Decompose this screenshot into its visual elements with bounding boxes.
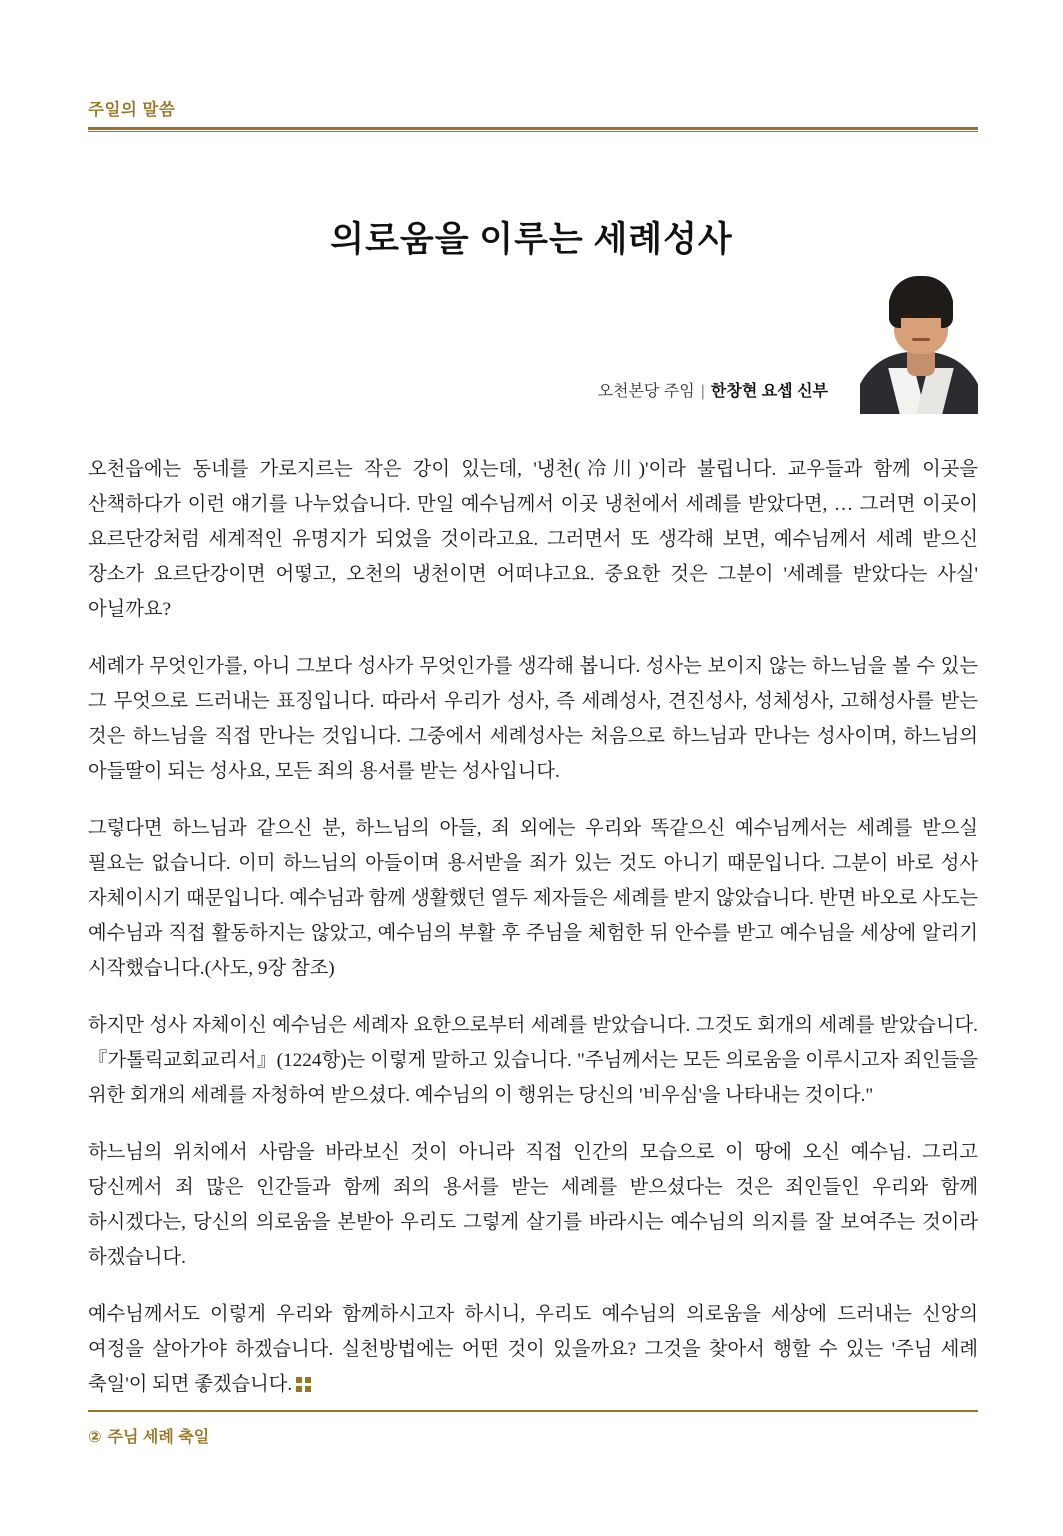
footer-feast-label: 주님 세례 축일 (107, 1429, 210, 1446)
byline-name: 한창현 요셉 신부 (710, 383, 828, 400)
footer-rule (88, 1410, 978, 1412)
header-rule (88, 127, 978, 130)
portrait-hair-left (889, 294, 901, 328)
portrait-illustration (860, 262, 978, 414)
paragraph: 오천읍에는 동네를 가로지르는 작은 강이 있는데, '냉천(冷川)'이라 불립니다. 교우들과 함께 이곳을 산책하다가 이런 얘기를 나누었습니다. 만일 예수님께서 이곳 냉천에서 세례를 받았다면, … 그러면 이곳이 요르단강처럼 세계적인 유명지가 되었을 것이라고요. 그러면서 또 생각해 보면, 예수님께서 세례 받으신 장소가 요르단강이면 어떻고, 오천의 냉천이면 어떠냐고요. 중요한 것은 그분이 '세례를 받았다는 사실' 아닐까요? (88, 459, 978, 620)
paragraph-text: 예수님께서도 이렇게 우리와 함께하시고자 하시니, 우리도 예수님의 의로움을 세상에 드러내는 신앙의 여정을 살아가야 하겠습니다. 실천방법에는 어떤 것이 있을까요? 그것을 찾아서 행할 수 있는 '주님 세례 축일'이 되면 좋겠습니다. (88, 1304, 978, 1395)
byline (598, 378, 828, 401)
article-title: 의로움을 이루는 세례성사 (330, 220, 733, 259)
end-mark-icon (296, 1377, 311, 1392)
paragraph: 세례가 무엇인가를, 아니 그보다 성사가 무엇인가를 생각해 봅니다. 성사는 보이지 않는 하느님을 볼 수 있는 그 무엇으로 드러내는 표징입니다. 따라서 우리가 성사, 즉 세례성사, 견진성사, 성체성사, 고해성사를 받는 것은 하느님을 직접 만나는 것입니다. 그중에서 세례성사는 처음으로 하느님과 만나는 성사이며, 하느님의 아들딸이 되는 성사요, 모든 죄의 용서를 받는 성사입니다. (88, 656, 978, 782)
portrait-hair-right (941, 294, 953, 328)
author-photo (860, 262, 978, 414)
header-rule-thin (88, 131, 978, 132)
page-number: ② (88, 1429, 102, 1446)
byline-role: 오천본당 주임 (597, 383, 695, 400)
portrait-eye-right (928, 314, 937, 318)
paragraph: 하느님의 위치에서 사람을 바라보신 것이 아니라 직접 인간의 모습으로 이 땅에 오신 예수님. 그리고 당신께서 죄 많은 인간들과 함께 죄의 용서를 받는 세례를 받으셨다는 것은 죄인들인 우리와 함께 하시겠다는, 당신의 의로움을 본받아 우리도 그렇게 살기를 바라시는 예수님의 의지를 잘 보여주는 것이라 하겠습니다. (88, 1142, 978, 1268)
page-footer (88, 1424, 978, 1447)
portrait-mouth (912, 338, 930, 341)
paragraph: 그렇다면 하느님과 같으신 분, 하느님의 아들, 죄 외에는 우리와 똑같으신 예수님께서는 세례를 받으실 필요는 없습니다. 이미 하느님의 아들이며 용서받을 죄가 있는 것도 아니기 때문입니다. 그분이 바로 성사 자체이시기 때문입니다. 예수님과 함께 생활했던 열두 제자들은 세례를 받지 않았습니다. 반면 바오로 사도는 예수님과 직접 활동하지는 않았고, 예수님의 부활 후 주님을 체험한 뒤 안수를 받고 예수님을 세상에 알리기 시작했습니다.(사도, 9장 참조) (88, 818, 978, 979)
page-header (88, 96, 978, 132)
paragraph-last (88, 1297, 978, 1402)
byline-separator: | (700, 383, 705, 400)
section-label: 주일의 말씀 (88, 101, 176, 119)
paragraph: 하지만 성사 자체이신 예수님은 세례자 요한으로부터 세례를 받았습니다. 그것도 회개의 세례를 받았습니다.『가톨릭교회교리서』(1224항)는 이렇게 말하고 있습니다. "주님께서는 모든 의로움을 이루시고자 죄인들을 위한 회개의 세례를 자청하여 받으셨다. 예수님의 이 행위는 당신의 '비우심'을 나타내는 것이다." (88, 1015, 978, 1106)
article-body (88, 452, 978, 1402)
portrait-eye-left (903, 314, 912, 318)
